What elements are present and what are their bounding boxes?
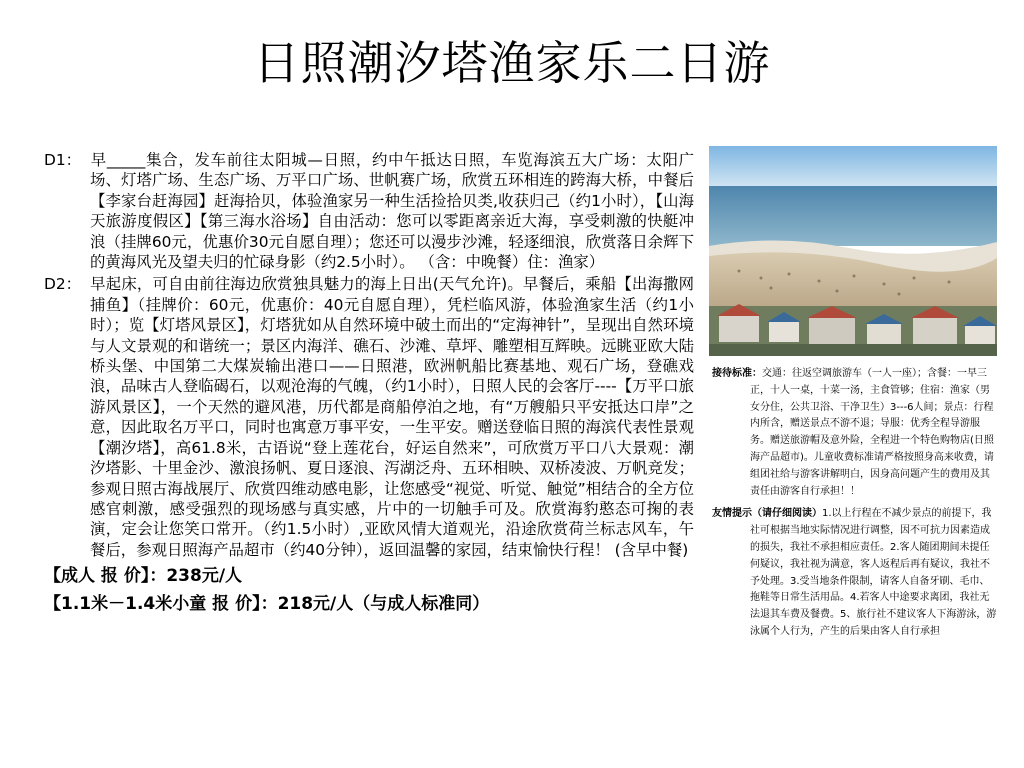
child-price: 【1.1米－1.4米小童 报 价】：218元/人（与成人标准同） — [44, 594, 490, 615]
day2-paragraph — [44, 274, 694, 560]
page-title: 日照潮汐塔渔家乐二日游 — [253, 36, 771, 90]
reception-standard-title: 接待标准： — [712, 368, 762, 379]
adult-price: 【成人 报 价】：238元/人 — [44, 566, 243, 587]
day1-text: 早_____集合，发车前往太阳城—日照，约中午抵达日照，车览海滨五大广场：太阳广场、灯塔广场、生态广场、万平口广场、世帆赛广场，欣赏五环相连的跨海大桥，中餐后【李家台赶海园】赶海拾贝，体验渔家另一种生活捡拾贝类,收获归己（约1小时），【山海天旅游度假区】【第三海水浴场】自由活动：您可以零距离亲近大海，享受刺激的快艇冲浪（挂牌60元，优惠价30元自愿自理）；您还可以漫步沙滩，轻逐细浪，欣赏落日余辉下的黄海风光及望夫归的忙碌身影（约2.5小时）。 （含：中晚餐）住：渔家） — [90, 151, 694, 272]
beach-photo-drawing — [709, 146, 997, 356]
friendly-tips-text: 1.以上行程在不减少景点的前提下，我社可根据当地实际情况进行调整，因不可抗力因素造成的损失，我社不承担相应责任。2.客人随团期间未提任何疑议，我社视为满意，客人返程后再有疑议，我社不予处理。3.受当地条件限制，请客人自备牙刷、毛巾、拖鞋等日常生活用品。4.若客人中途要求离团，我社无法退其车费及餐费。5、旅行社不建议客人下海游泳，游泳属个人行为，产生的后果由客人自行承担 — [750, 508, 997, 637]
day2-text: 早起床，可自由前往海边欣赏独具魅力的海上日出(天气允许)。早餐后，乘船【出海撒网捕鱼】（挂牌价：60元，优惠价：40元自愿自理），凭栏临风游，体验渔家生活（约1小时）；览【灯塔风景区】，灯塔犹如从自然环境中破土而出的“定海神针”，呈现出自然环境与人文景观的和谐统一；景区内海洋、礁石、沙滩、草坪、雕塑相互辉映。远眺亚欧大陆桥头堡、中国第二大煤炭输出港口——日照港，欧洲帆船比赛基地、观石广场，登礁戏浪，品味古人登临碣石，以观沧海的气魄，（约1小时），日照人民的会客厅----【万平口旅游风景区】，一个天然的避风港，历代都是商船停泊之地，有“万艘船只平安抵达口岸”之意，因此取名万平口，同时也寓意万事平安，一生平安。赠送登临日照的海滨代表性景观【潮汐塔】，高61.8米，古语说“登上莲花台，好运自然来”，可欣赏万平口八大景观：潮汐塔影、十里金沙、激浪扬帆、夏日逐浪、泻湖泛舟、五环相映、双桥凌波、万帆竞发；参观日照古海战展厅、欣赏四维动感电影，让您感受“视觉、听觉、触觉”相结合的全方位感官刺激，感受强烈的现场感与真实感，片中的一切触手可及。欣赏海豹憨态可掬的表演，定会让您笑口常开。（约1.5小时）,亚欧风情大道观光，沿途欣赏荷兰标志风车，午餐后，参观日照海产品超市（约40分钟），返回温馨的家园，结束愉快行程！ (含早中餐) — [90, 275, 694, 559]
day1-paragraph — [44, 150, 694, 272]
notes-panel — [712, 366, 997, 647]
itinerary-body — [44, 150, 694, 616]
day1-label: D1： — [44, 151, 82, 169]
friendly-tips-title: 友情提示（请仔细阅读） — [712, 508, 822, 520]
beach-photo — [709, 146, 997, 356]
friendly-tips — [712, 506, 997, 640]
reception-standard-text: 交通：往返空调旅游车（一人一座）；含餐：一早三正，十人一桌，十菜一汤，主食管够；住宿：渔家（男女分住，公共卫浴、干净卫生）3---6人间；景点：行程内所含，赠送景点不游不退；导服：优秀全程导游服务。赠送旅游帽及意外险，全程进一个特色购物店(日照海产品超市)。儿童收费标准请严格按照身高来收费，请组团社给与游客讲解明白，因身高问题产生的费用及其责任由游客自行承担！！ — [750, 368, 994, 497]
day2-label: D2： — [44, 275, 82, 294]
reception-standard — [712, 366, 997, 500]
